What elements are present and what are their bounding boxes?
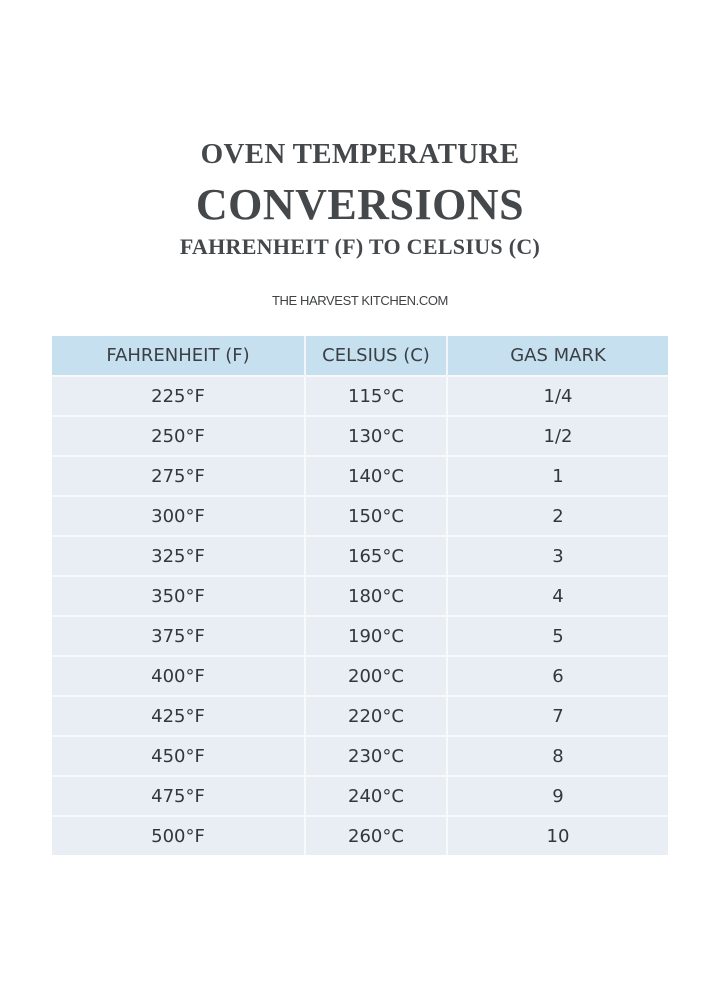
cell-fahrenheit: 425°F	[52, 696, 305, 736]
table-row	[52, 496, 668, 536]
cell-fahrenheit: 400°F	[52, 656, 305, 696]
title-line-conversions: CONVERSIONS	[195, 180, 525, 229]
table-row	[52, 456, 668, 496]
cell-gas-mark: 7	[447, 696, 668, 736]
table-row	[52, 816, 668, 855]
column-header-fahrenheit: FAHRENHEIT (F)	[52, 336, 305, 376]
cell-gas-mark: 9	[447, 776, 668, 816]
cell-fahrenheit: 225°F	[52, 376, 305, 416]
cell-fahrenheit: 450°F	[52, 736, 305, 776]
cell-celsius: 150°C	[305, 496, 447, 536]
table-row	[52, 576, 668, 616]
column-header-celsius: CELSIUS (C)	[305, 336, 447, 376]
table-header-row	[52, 336, 668, 376]
table-row	[52, 376, 668, 416]
table-row	[52, 616, 668, 656]
table-row	[52, 776, 668, 816]
cell-gas-mark: 5	[447, 616, 668, 656]
cell-celsius: 180°C	[305, 576, 447, 616]
cell-celsius: 200°C	[305, 656, 447, 696]
cell-fahrenheit: 375°F	[52, 616, 305, 656]
cell-gas-mark: 3	[447, 536, 668, 576]
cell-celsius: 165°C	[305, 536, 447, 576]
cell-gas-mark: 1/4	[447, 376, 668, 416]
cell-celsius: 220°C	[305, 696, 447, 736]
cell-gas-mark: 8	[447, 736, 668, 776]
cell-gas-mark: 1	[447, 456, 668, 496]
source-credit: THE HARVEST KITCHEN.COM	[272, 293, 448, 308]
table-row	[52, 656, 668, 696]
cell-fahrenheit: 475°F	[52, 776, 305, 816]
conversion-table	[52, 336, 668, 855]
cell-fahrenheit: 250°F	[52, 416, 305, 456]
cell-fahrenheit: 275°F	[52, 456, 305, 496]
cell-fahrenheit: 325°F	[52, 536, 305, 576]
cell-gas-mark: 6	[447, 656, 668, 696]
table-row	[52, 736, 668, 776]
column-header-gas-mark: GAS MARK	[447, 336, 668, 376]
cell-fahrenheit: 300°F	[52, 496, 305, 536]
table-row	[52, 696, 668, 736]
cell-fahrenheit: 350°F	[52, 576, 305, 616]
subtitle: FAHRENHEIT (F) TO CELSIUS (C)	[179, 234, 541, 259]
cell-celsius: 190°C	[305, 616, 447, 656]
title-line-oven-temperature: OVEN TEMPERATURE	[200, 138, 520, 170]
cell-celsius: 130°C	[305, 416, 447, 456]
cell-celsius: 140°C	[305, 456, 447, 496]
table-row	[52, 416, 668, 456]
cell-celsius: 260°C	[305, 816, 447, 855]
cell-fahrenheit: 500°F	[52, 816, 305, 855]
cell-gas-mark: 4	[447, 576, 668, 616]
cell-gas-mark: 2	[447, 496, 668, 536]
cell-celsius: 230°C	[305, 736, 447, 776]
cell-celsius: 115°C	[305, 376, 447, 416]
cell-gas-mark: 1/2	[447, 416, 668, 456]
cell-gas-mark: 10	[447, 816, 668, 855]
table-row	[52, 536, 668, 576]
cell-celsius: 240°C	[305, 776, 447, 816]
